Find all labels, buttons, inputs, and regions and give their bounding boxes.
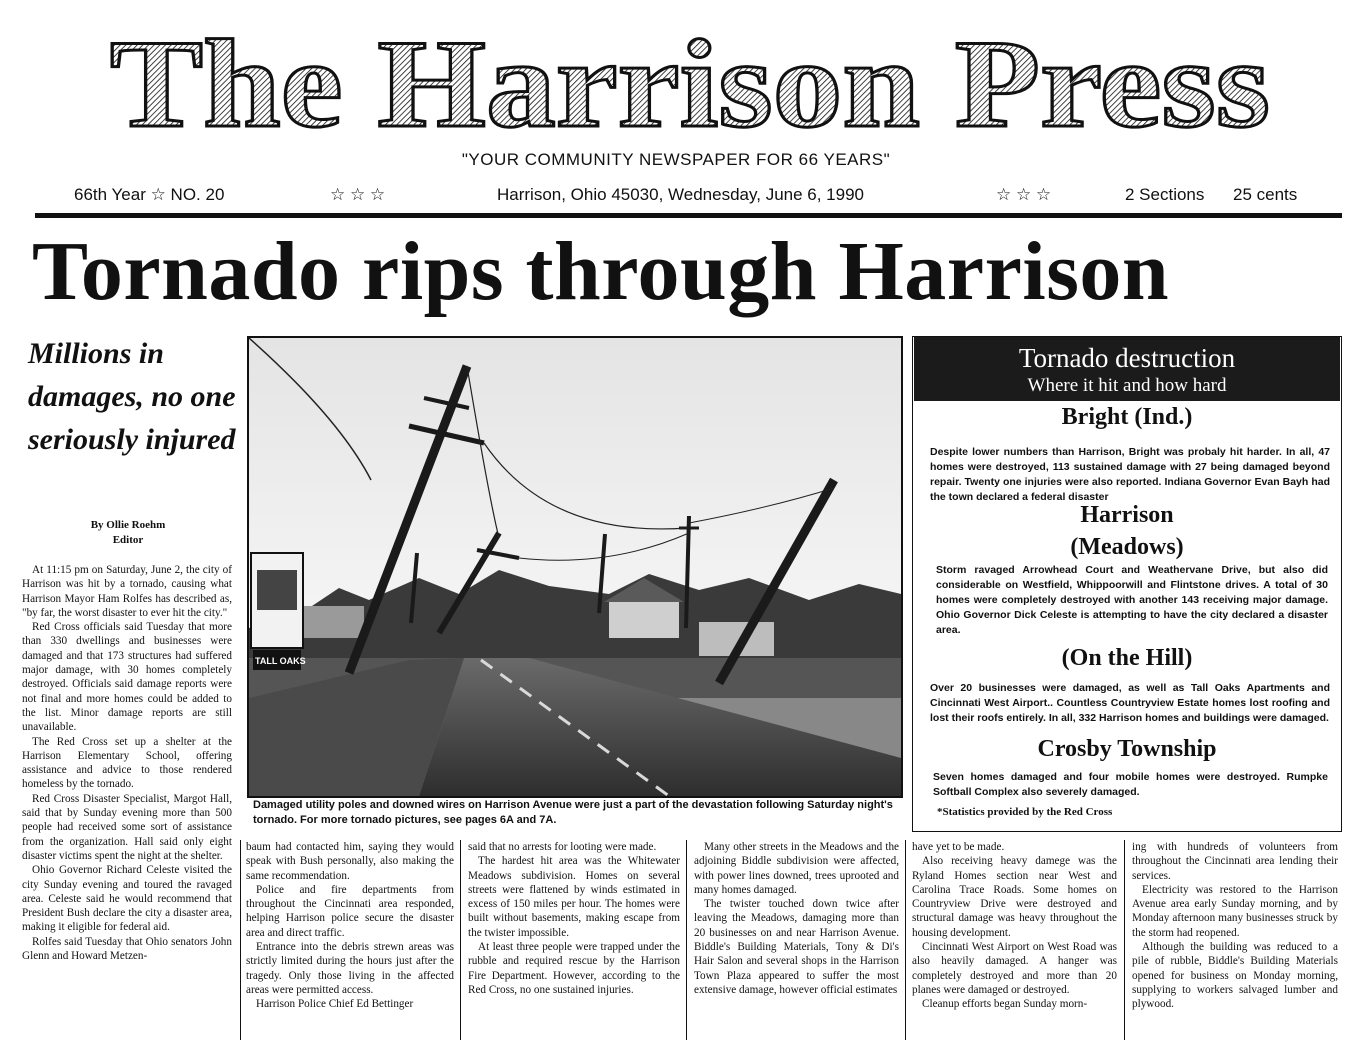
masthead-title-text: The Harrison Press <box>110 15 1270 154</box>
paragraph: At least three people were trapped under the rubble and required rescue by the Harrison Fire Department. However, according to the Red Cross, no one sustained injuries. <box>468 941 680 996</box>
sections-count: 2 Sections <box>1125 185 1205 204</box>
paragraph: Electricity was restored to the Harrison Avenue area early Sunday morning, and by Monday afternoon many businesses struck by the storm had reopened. <box>1132 883 1338 939</box>
byline-title: Editor <box>112 534 144 546</box>
photo-image <box>249 338 901 796</box>
byline-name: By Ollie Roehm <box>90 519 166 531</box>
article-column-2 <box>246 840 454 1012</box>
paragraph: Cleanup efforts began Sunday morn- <box>922 998 1088 1011</box>
paragraph: Red Cross Disaster Specialist, Margot Hall, said that by Sunday evening more than 500 people had received some sort of assistance from the organization. Hall said only eight disaster victims spent the night at the shelter. <box>22 792 232 862</box>
sidebar-footnote: *Statistics provided by the Red Cross <box>937 806 1113 818</box>
masthead-logo <box>100 8 1280 158</box>
paragraph: The hardest hit area was the Whitewater Meadows subdivision. Homes on several streets were flattened by winds estimated in excess of 150 miles per hour. The homes were built without basements, making escape from the twister impossible. <box>468 855 680 939</box>
paragraph: Many other streets in the Meadows and the adjoining Biddle subdivision were affected, with power lines downed, trees uprooted and many homes damaged. <box>694 841 899 896</box>
subheadline: Millions in damages, no one seriously injured <box>28 337 236 456</box>
location-heading-harrison: Harrison <box>1080 502 1174 528</box>
paragraph: Cincinnati West Airport on West Road was also heavily damaged. A hanger was completely destroyed and more than 20 planes were damaged or destroyed. <box>912 941 1117 996</box>
dateline: Harrison, Ohio 45030, Wednesday, June 6, 1990 <box>497 185 864 204</box>
paragraph: have yet to be made. <box>912 841 1005 853</box>
paragraph: At 11:15 pm on Saturday, June 2, the city of Harrison was hit by a tornado, causing what Harrison Mayor Ham Rolfes has described as, "by far, the worst disaster to ever hit the city." <box>22 564 232 619</box>
column-divider <box>460 840 461 1040</box>
article-column-4 <box>694 840 899 997</box>
article-column-5 <box>912 840 1117 1012</box>
tornado-damage-photo <box>247 336 903 798</box>
article-column-3 <box>468 840 680 997</box>
paragraph: baum had contacted him, saying they would speak with Bush personally, also making the same recommendation. <box>246 841 454 882</box>
paragraph: Entrance into the debris strewn areas was strictly limited during the hours just after the tragedy. Only those living in the affected areas were permitted access. <box>246 941 454 996</box>
paragraph: The Red Cross set up a shelter at the Harrison Elementary School, offering assistance and advice to those rendered homeless by the tornado. <box>22 735 232 791</box>
paragraph: Also receiving heavy damege was the Ryland Homes section near West and Carolina Trace Roads. Some homes on Countryview Drive were destroyed and structural damage was heavy throughout the housing development. <box>912 855 1117 939</box>
location-heading-bright: Bright (Ind.) <box>1061 404 1193 430</box>
article-column-1 <box>22 563 232 963</box>
article-column-6 <box>1132 840 1338 1012</box>
location-heading-crosby: Crosby Township <box>1037 736 1217 762</box>
masthead-rule <box>35 213 1342 218</box>
paragraph: Red Cross officials said Tuesday that more than 330 dwellings and businesses were damaged and that 173 structures had suffered major damage, with 30 homes completely destroyed. Officials said damage reports were not final and more homes could be added to the list. Minor damage reports are still unavailable. <box>22 621 232 734</box>
column-divider <box>905 840 906 1040</box>
column-divider <box>1124 840 1125 1040</box>
price: 25 cents <box>1233 185 1298 204</box>
column-divider <box>686 840 687 1040</box>
sidebar-header <box>914 337 1340 401</box>
paragraph: Although the building was reduced to a pile of rubble, Biddle's Building Materials opened for business on Monday morning, supplying to workers salvaged lumber and plywood. <box>1132 941 1338 1011</box>
paragraph: Ohio Governor Richard Celeste visited the city Sunday evening and toured the ravaged area. Celeste said he would recommend that President Bush declare the city a disaster area, making it eligible for federal aid. <box>22 864 232 934</box>
paragraph: Police and fire departments from throughout the Cincinnati area responded, helping Harrison police secure the disaster area and direct traffic. <box>246 883 454 939</box>
byline <box>28 518 228 548</box>
paragraph: Harrison Police Chief Ed Bettinger <box>256 998 414 1011</box>
paragraph: ing with hundreds of volunteers from throughout the Cincinnati area lending their services. <box>1132 841 1338 882</box>
paragraph: The twister touched down twice after leaving the Meadows, damaging more than 20 businesses on and near Harrison Avenue. Biddle's Building Materials, Tony & Di's Hair Salon and several shops in the Harrison Town Plaza appeared to suffer the most extensive damage, however official estimates <box>694 898 899 996</box>
location-heading-on-the-hill: (On the Hill) <box>1061 645 1193 671</box>
masthead-tagline: "YOUR COMMUNITY NEWSPAPER FOR 66 YEARS" <box>461 150 891 169</box>
stars-left: ☆ ☆ ☆ <box>330 185 386 204</box>
main-headline: Tornado rips through Harrison <box>32 225 1170 318</box>
location-text-crosby: Seven homes damaged and four mobile homes were destroyed. Rumpke Softball Complex also severely damaged. <box>933 771 1328 798</box>
photo-caption: Damaged utility poles and downed wires on Harrison Avenue were just a part of the devastation following Saturday night's tornado. For more tornado pictures, see pages 6A and 7A. <box>253 799 893 826</box>
location-text-on-the-hill: Over 20 businesses were damaged, as well as Tall Oaks Apartments and Cincinnati West Airport.. Countless Countryview Estate homes lost roofing and lost their roofs entirely. In all, 332 Harrison homes and buildings were damaged. <box>930 682 1330 724</box>
location-heading-meadows: (Meadows) <box>1070 534 1184 560</box>
column-divider <box>240 840 241 1040</box>
tall-oaks-sign-text: TALL OAKS <box>255 656 306 666</box>
location-text-meadows: Storm ravaged Arrowhead Court and Weathervane Drive, but also did considerable on Westfield, Whippoorwill and Flintstone drives. A total of 30 homes were completely destroyed with another 143 receiving major damage. Ohio Governor Dick Celeste is attempting to have the city declared a disaster area. <box>936 564 1328 636</box>
paragraph: said that no arrests for looting were made. <box>468 841 657 853</box>
location-text-bright: Despite lower numbers than Harrison, Bright was probaly hit harder. In all, 47 homes were destroyed, 113 sustained damage with 27 being damaged beyond repair. Twenty one injuries were also reported. Indiana Governor Evan Bayh had the town declared a federal disaster <box>930 446 1330 503</box>
paragraph: Rolfes said Tuesday that Ohio senators John Glenn and Howard Metzen- <box>22 935 232 963</box>
sidebar-subtitle: Where it hit and how hard <box>1027 375 1227 396</box>
stars-right: ☆ ☆ ☆ <box>996 185 1052 204</box>
masthead-title <box>100 8 1280 158</box>
year-number: 66th Year ☆ NO. 20 <box>74 185 225 204</box>
sidebar-title: Tornado destruction <box>1018 343 1236 373</box>
